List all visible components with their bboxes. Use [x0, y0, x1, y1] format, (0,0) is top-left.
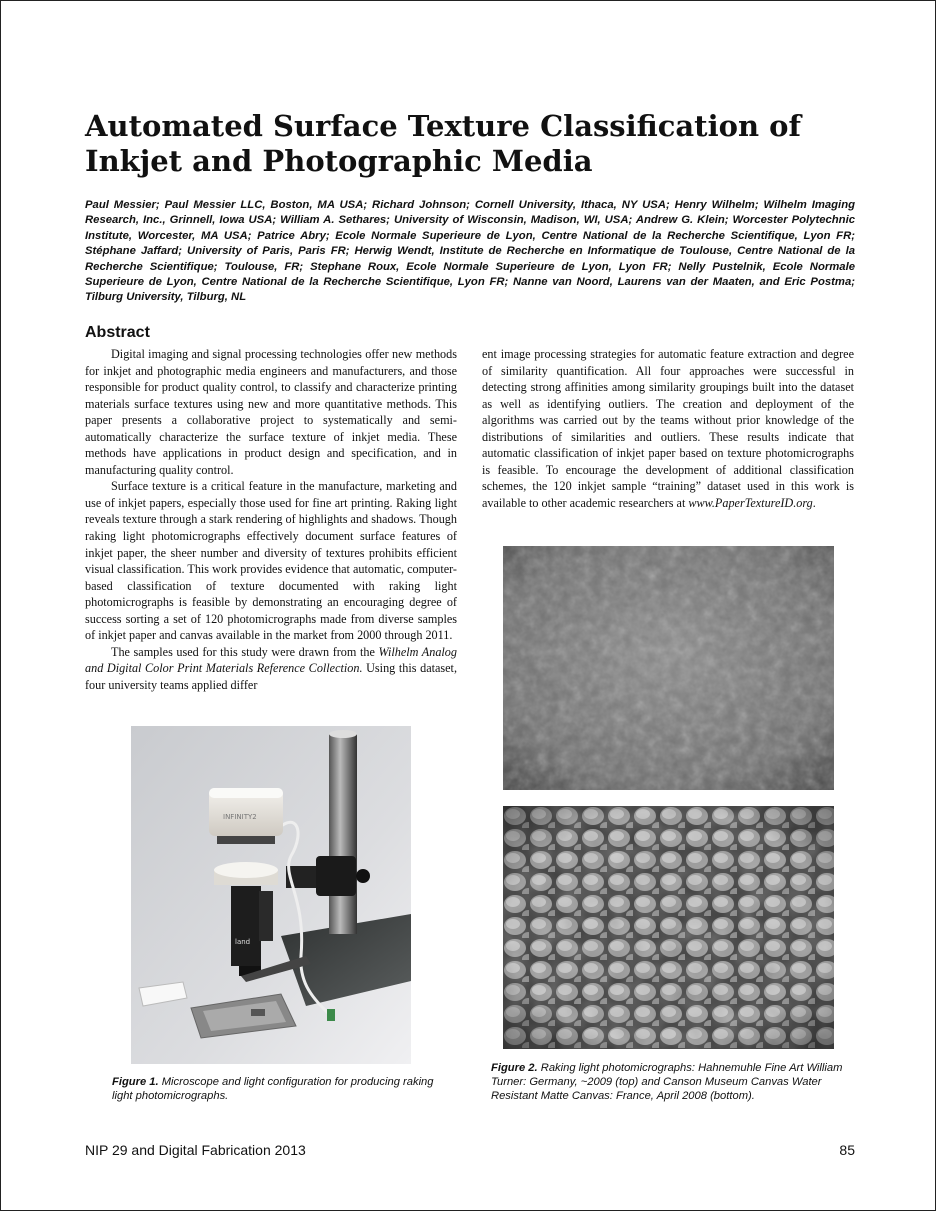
- paper-title: [85, 109, 865, 179]
- footer-proceedings: NIP 29 and Digital Fabrication 2013: [85, 1142, 306, 1158]
- figure-2-label: Figure 2.: [491, 1062, 538, 1074]
- fine-paper-texture: [503, 546, 834, 790]
- figure-2-top-photomicrograph: [503, 546, 834, 790]
- camera-label: INFINITY2: [223, 813, 257, 821]
- page-number: 85: [839, 1142, 855, 1158]
- p3-start: The samples used for this study were drawn from the: [111, 644, 379, 659]
- collection-name: Wilhelm Analog and Digital Color Print Materials Reference Collection.: [85, 644, 457, 676]
- p3-cont: ent image processing strategies for automatic feature extraction and degree of similarity quantification. All four approaches were successful in detecting strong affinities among similarity groupings built into the dataset as well as identifying outliers. The creation and deployment of the algorithms was carried out by the teams without prior knowledge of the distributions of similarities and outliers. These results indicate that automatic classification of inkjet paper based on texture photomicrographs is feasible. To encourage the development of additional classification schemes, the 120 inkjet sample “training” dataset used in this work is available to other academic researchers at: [482, 347, 854, 510]
- right-column: [482, 346, 854, 511]
- objective-lens: [231, 886, 261, 966]
- canvas-texture: [503, 806, 834, 1049]
- figure-1-caption: [112, 1075, 442, 1103]
- abstract-paragraph-1: Digital imaging and signal processing technologies offer new methods for inkjet and photographic media engineers and manufacturers, and those responsible for product quality control, to classify and characterize printing materials surface textures using new and more quantitative methods. This paper presents a collaborative project to systematically and semi-automatically characterize the surface texture of inkjet media. These methods have applications in product design and specification, and in manufacturing quality control.: [85, 347, 457, 477]
- figure-2-caption-text: Raking light photomicrographs: Hahnemuhle Fine Art William Turner: Germany, ~2009 (top) and Canson Museum Canvas Water Resistant Matte Canvas: France, April 2008 (bottom).: [491, 1062, 843, 1102]
- author-list: Paul Messier; Paul Messier LLC, Boston, MA USA; Richard Johnson; Cornell University, Ithaca, NY USA; Henry Wilhelm; Wilhelm Imaging Research, Inc., Grinnell, Iowa USA; William A. Sethares; University of Wisconsin, Madison, WI, USA; Andrew G. Klein; Worcester Polytechnic Institute, Worcester, MA USA; Patrice Abry; Ecole Normale Superieure de Lyon, Centre National de la Recherche Scientifique, Lyon FR; Stéphane Jaffard; University of Paris, Paris FR; Herwig Wendt, Institute de Recherche en Informatique de Toulouse, Centre National de la Recherche Scientifique; Toulouse, FR; Stephane Roux, Ecole Normale Superieure de Lyon, Lyon FR; Nelly Pustelnik, Ecole Normale Superieure de Lyon, Centre National de la Recherche Scientifique, Lyon FR; Nanne van Noord, Laurens van der Maaten, and Eric Postma; Tilburg University, Tilburg, NL: [85, 199, 855, 304]
- abstract-paragraph-3: [85, 644, 457, 694]
- figure-2-bottom-photomicrograph: [503, 806, 834, 1049]
- figure-1-label: Figure 1.: [112, 1076, 159, 1088]
- abstract-heading: Abstract: [85, 324, 150, 341]
- abstract-paragraph-2: Surface texture is a critical feature in the manufacture, marketing and use of inkjet papers, especially those used for fine art printing. Raking light reveals texture through a stark rendering of highlights and shadows. Though raking light photomicrographs effectively document surface features of inkjet paper, the sheer number and diversity of textures prohibits efficient visual classification. This work provides evidence that automatic, computer-based classification of texture documented with raking light photomicrographs is feasible by demonstrating an encouraging degree of success sorting a set of 120 photomicrographs made from diverse samples of inkjet paper and canvas available in the market from 2000 through 2011.: [85, 479, 457, 643]
- lens-label: land: [235, 938, 251, 946]
- stand-pole: [329, 734, 357, 934]
- left-column: [85, 346, 457, 693]
- dataset-url: www.PaperTextureID.org: [688, 495, 813, 510]
- title-line-2: Inkjet and Photographic Media: [85, 144, 593, 178]
- title-line-1: Automated Surface Texture Classification of: [85, 109, 801, 143]
- figure-1-caption-text: Microscope and light configuration for producing raking light photomicrographs.: [112, 1076, 434, 1102]
- p3-period: .: [812, 495, 816, 510]
- figure-1-photo: [131, 726, 411, 1064]
- abstract-paragraph-3-continued: [482, 346, 854, 511]
- p3-end: Using this dataset, four university teams applied differ: [85, 661, 457, 692]
- microscope-illustration: [131, 726, 411, 1064]
- figure-2-caption: [491, 1061, 851, 1103]
